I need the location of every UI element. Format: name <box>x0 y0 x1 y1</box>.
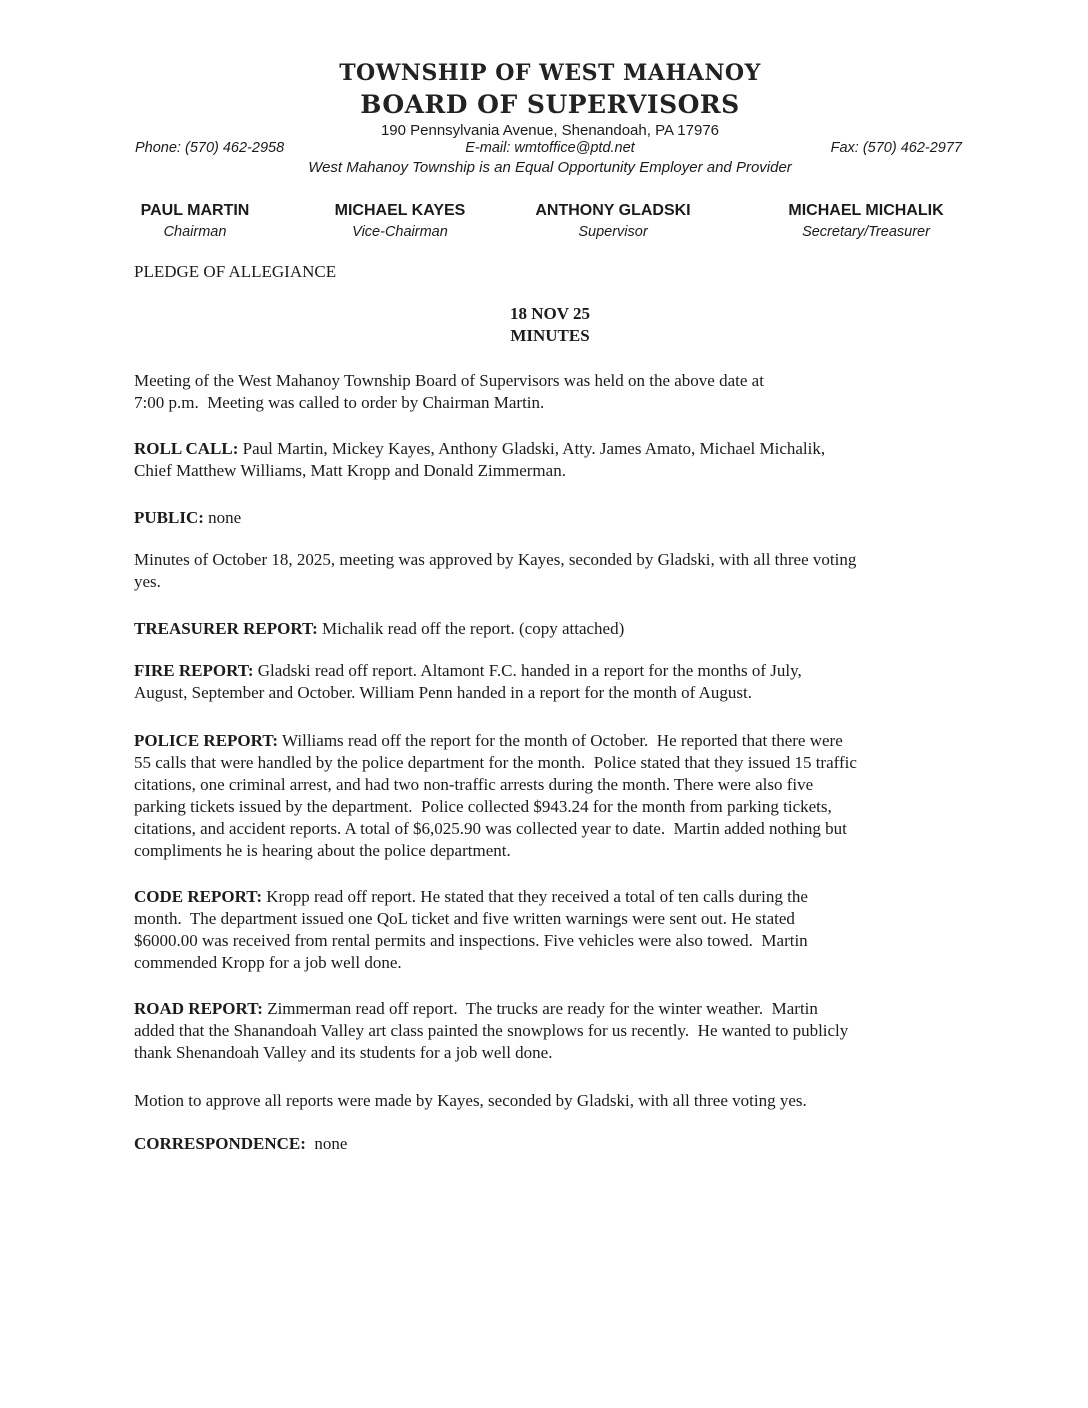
treasurer-report-paragraph <box>134 618 974 640</box>
line-text: Meeting of the West Mahanoy Township Board of Supervisors was held on the above date at <box>134 371 764 390</box>
phone-number: Phone: (570) 462-2958 <box>135 140 285 156</box>
text-line <box>134 774 974 796</box>
section-label: ROAD REPORT: <box>134 999 263 1018</box>
text-line <box>134 1042 974 1064</box>
text-line <box>134 660 974 682</box>
section-label: CORRESPONDENCE: <box>134 1134 306 1153</box>
line-text: 7:00 p.m. Meeting was called to order by Chairman Martin. <box>134 393 545 412</box>
line-text: citations, one criminal arrest, and had two non-traffic arrests during the month. There were also five <box>134 775 814 794</box>
officer-name: MICHAEL MICHALIK <box>788 202 944 219</box>
text-line <box>134 908 974 930</box>
text-line <box>134 571 974 593</box>
public-paragraph <box>134 507 974 529</box>
line-text: Minutes of October 18, 2025, meeting was approved by Kayes, seconded by Gladski, with all three voting <box>134 550 857 569</box>
officer-secretary-treasurer <box>764 202 968 240</box>
text-line <box>134 618 974 640</box>
text-line <box>134 1133 974 1155</box>
line-text: compliments he is hearing about the police department. <box>134 841 511 860</box>
line-text: Gladski read off report. Altamont F.C. handed in a report for the months of July, <box>253 661 802 680</box>
meeting-intro-paragraph <box>134 370 974 414</box>
roll-call-paragraph <box>134 438 974 482</box>
police-report-paragraph <box>134 730 974 862</box>
line-text: commended Kropp for a job well done. <box>134 953 402 972</box>
line-text: $6000.00 was received from rental permits and inspections. Five vehicles were also towed. Martin <box>134 931 808 950</box>
line-text: thank Shenandoah Valley and its students for a job well done. <box>134 1043 553 1062</box>
line-text: none <box>203 508 242 527</box>
text-line <box>134 392 974 414</box>
section-label: POLICE REPORT: <box>134 731 279 750</box>
pledge-of-allegiance: PLEDGE OF ALLEGIANCE <box>134 262 337 281</box>
section-label: CODE REPORT: <box>134 887 263 906</box>
road-report-paragraph <box>134 998 974 1064</box>
text-line <box>134 930 974 952</box>
text-line <box>134 1090 974 1112</box>
officer-chairman <box>124 202 266 240</box>
line-text: Paul Martin, Mickey Kayes, Anthony Gladski, Atty. James Amato, Michael Michalik, <box>238 439 826 458</box>
section-label: TREASURER REPORT: <box>134 619 318 638</box>
text-line <box>134 752 974 774</box>
line-text: Chief Matthew Williams, Matt Kropp and Donald Zimmerman. <box>134 461 566 480</box>
line-text: Zimmerman read off report. The trucks are ready for the winter weather. Martin <box>262 999 818 1018</box>
text-line <box>134 1020 974 1042</box>
text-line <box>134 998 974 1020</box>
line-text: Motion to approve all reports were made by Kayes, seconded by Gladski, with all three voting yes. <box>134 1091 807 1110</box>
line-text: yes. <box>134 572 161 591</box>
text-line <box>134 730 974 752</box>
prior-minutes-approval-paragraph <box>134 549 974 593</box>
officer-vice-chairman <box>318 202 482 240</box>
correspondence-paragraph <box>134 1133 974 1155</box>
text-line <box>134 682 974 704</box>
address: 190 Pennsylvania Avenue, Shenandoah, PA 17976 <box>380 122 720 139</box>
text-line <box>134 818 974 840</box>
officer-role: Vice-Chairman <box>352 224 448 240</box>
officer-name: ANTHONY GLADSKI <box>535 202 691 219</box>
motion-approve-reports-paragraph <box>134 1090 974 1112</box>
line-text: added that the Shanandoah Valley art class painted the snowplows for us recently. He wanted to publicly <box>134 1021 849 1040</box>
text-line <box>134 370 974 392</box>
text-line <box>134 460 974 482</box>
email-address: E-mail: wmtoffice@ptd.net <box>465 140 635 156</box>
line-text: 55 calls that were handled by the police department for the month. Police stated that they issued 15 traffic <box>134 753 857 772</box>
section-label: ROLL CALL: <box>134 439 239 458</box>
line-text: Williams read off the report for the month of October. He reported that there were <box>278 731 843 750</box>
line-text: citations, and accident reports. A total of $6,025.90 was collected year to date. Martin added nothing but <box>134 819 847 838</box>
text-line <box>134 438 974 460</box>
township-title: TOWNSHIP OF WEST MAHANOY <box>339 60 761 86</box>
fax-number: Fax: (570) 462-2977 <box>830 140 962 156</box>
text-line <box>134 796 974 818</box>
officer-supervisor <box>516 202 710 240</box>
board-title: BOARD OF SUPERVISORS <box>360 90 740 119</box>
line-text: August, September and October. William Penn handed in a report for the month of August. <box>134 683 752 702</box>
minutes-heading: MINUTES <box>510 326 590 345</box>
text-line <box>134 840 974 862</box>
section-label: PUBLIC: <box>134 508 204 527</box>
code-report-paragraph <box>134 886 974 974</box>
officer-role: Chairman <box>163 224 227 240</box>
officer-role: Secretary/Treasurer <box>802 224 930 240</box>
line-text: none <box>305 1134 348 1153</box>
meeting-date: 18 NOV 25 <box>510 304 590 323</box>
equal-opportunity-statement: West Mahanoy Township is an Equal Opportunity Employer and Provider <box>308 159 792 176</box>
line-text: parking tickets issued by the department. Police collected $943.24 for the month from parking tickets, <box>134 797 832 816</box>
line-text: Michalik read off the report. (copy attached) <box>317 619 625 638</box>
text-line <box>134 549 974 571</box>
officer-name: PAUL MARTIN <box>140 202 250 219</box>
section-label: FIRE REPORT: <box>134 661 254 680</box>
officer-name: MICHAEL KAYES <box>334 202 466 219</box>
text-line <box>134 952 974 974</box>
officer-role: Supervisor <box>578 224 648 240</box>
fire-report-paragraph <box>134 660 974 704</box>
text-line <box>134 507 974 529</box>
line-text: month. The department issued one QoL ticket and five written warnings were sent out. He stated <box>134 909 795 928</box>
line-text: Kropp read off report. He stated that they received a total of ten calls during the <box>262 887 808 906</box>
text-line <box>134 886 974 908</box>
